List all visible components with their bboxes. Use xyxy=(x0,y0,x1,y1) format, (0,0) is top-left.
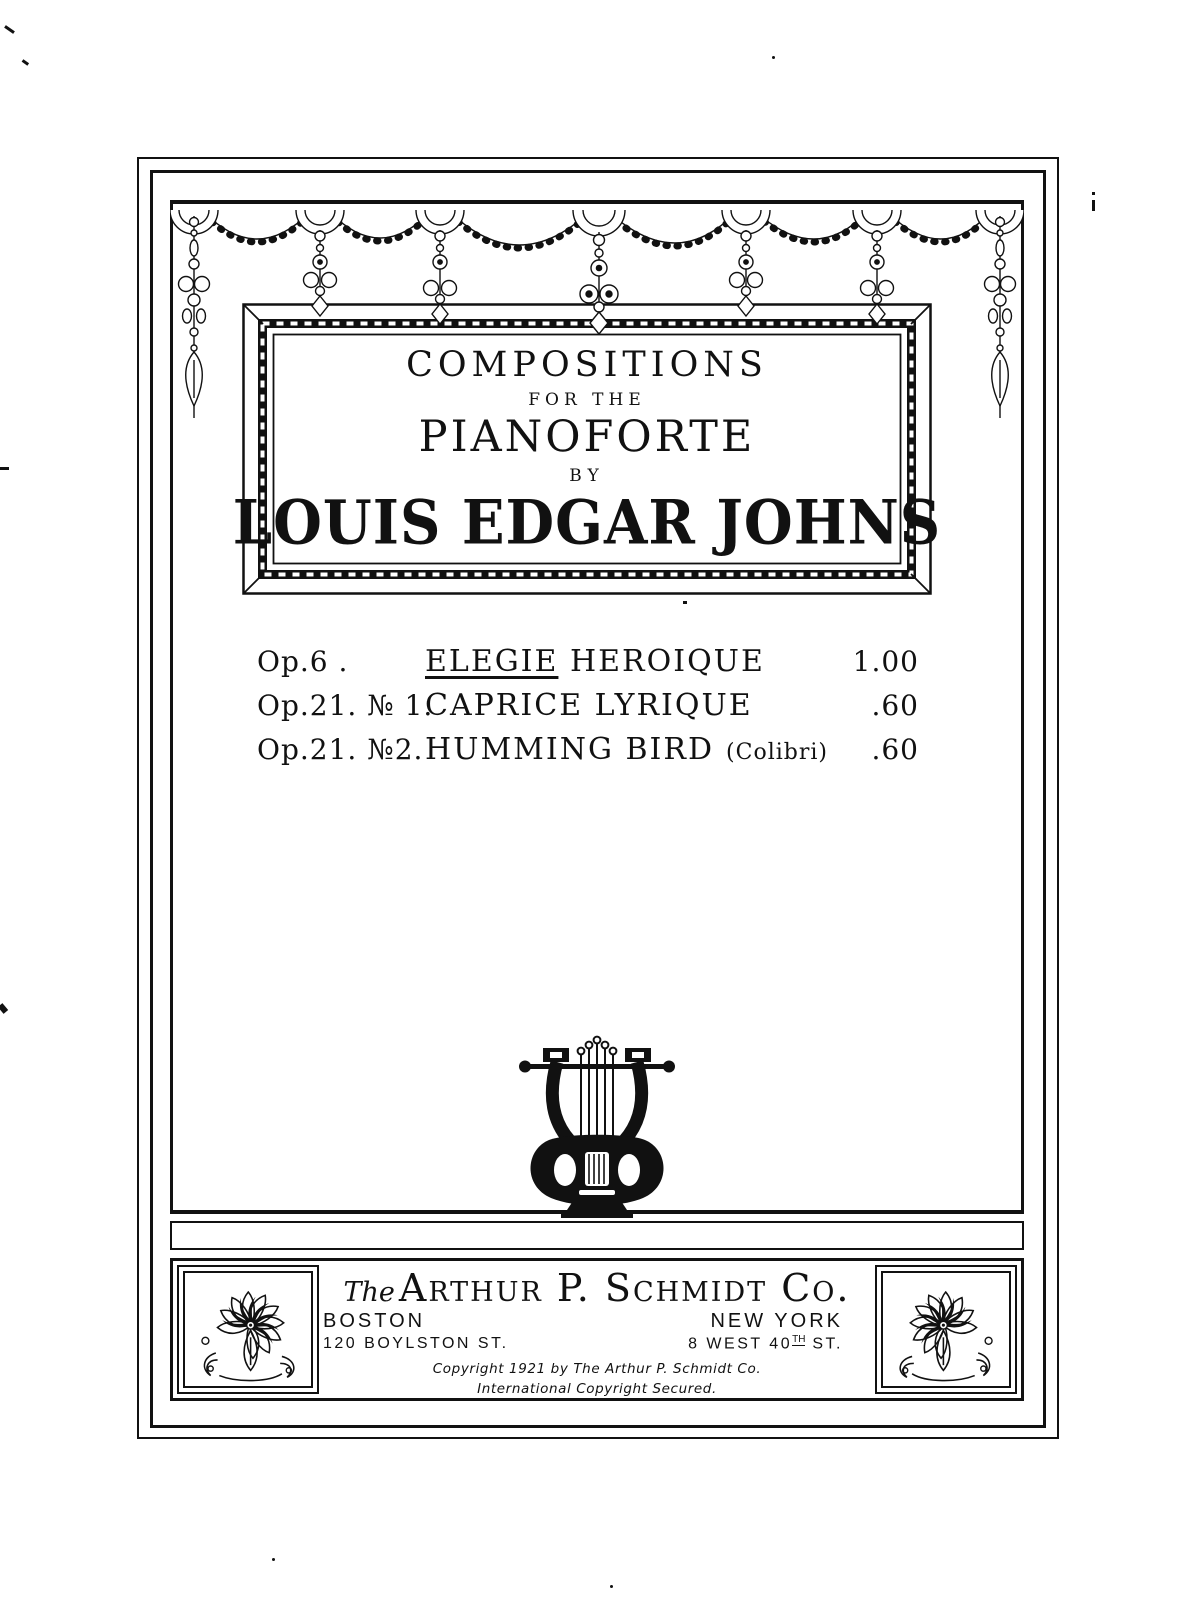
title-line-for-the: FOR THE xyxy=(528,389,646,410)
copyright-line-2: International Copyright Secured. xyxy=(477,1380,717,1397)
title-line-pianoforte: PIANOFORTE xyxy=(418,411,756,462)
chrysanthemum-icon xyxy=(185,1273,311,1386)
work-price: 1.00 xyxy=(852,645,919,678)
work-price: .60 xyxy=(871,689,919,722)
work-title xyxy=(425,644,835,679)
work-row xyxy=(257,644,919,688)
work-opus: Op.6 . xyxy=(257,645,349,678)
scan-speck xyxy=(1092,200,1095,211)
newyork-city: NEW YORK xyxy=(710,1310,843,1332)
newyork-street xyxy=(688,1334,843,1354)
boston-city: BOSTON xyxy=(323,1310,426,1332)
title-block xyxy=(232,339,942,559)
work-title-underlined: ELEGIE xyxy=(425,644,559,679)
publisher-info xyxy=(323,1261,871,1398)
scan-speck xyxy=(772,56,775,59)
publisher-name xyxy=(323,1266,871,1310)
work-title xyxy=(425,732,835,767)
work-title-rest: HEROIQUE xyxy=(558,644,765,679)
address-newyork xyxy=(688,1309,871,1354)
scan-speck xyxy=(610,1585,613,1588)
title-line-by: BY xyxy=(569,465,605,486)
scan-speck xyxy=(683,601,687,604)
works-list xyxy=(257,644,919,776)
work-title-rest: HUMMING BIRD xyxy=(425,732,715,767)
scan-speck xyxy=(22,59,29,65)
scan-speck xyxy=(1092,192,1095,195)
publisher-name-main: Arthur P. Schmidt Co. xyxy=(398,1266,851,1310)
work-title xyxy=(425,688,835,723)
corner-ornament-left xyxy=(177,1265,319,1394)
scan-speck xyxy=(4,25,15,34)
corner-ornament-left-frame xyxy=(183,1271,313,1388)
content-area xyxy=(170,200,1024,1401)
work-title-rest: CAPRICE LYRIQUE xyxy=(425,688,753,723)
work-opus: Op.21. №2. xyxy=(257,733,424,766)
title-line-compositions: COMPOSITIONS xyxy=(406,344,768,385)
corner-ornament-right-frame xyxy=(881,1271,1011,1388)
chrysanthemum-icon xyxy=(883,1273,1009,1386)
title-frame xyxy=(232,303,942,595)
work-row xyxy=(257,688,919,732)
scan-speck xyxy=(272,1558,275,1561)
work-opus: Op.21. № 1. xyxy=(257,689,434,722)
work-subtitle: (Colibri) xyxy=(726,740,828,765)
boston-street: 120 BOYLSTON ST. xyxy=(323,1335,509,1352)
publisher-panel xyxy=(170,1258,1024,1401)
work-row xyxy=(257,732,919,776)
scan-speck xyxy=(0,1003,8,1014)
scan-speck xyxy=(0,467,9,470)
publisher-addresses xyxy=(323,1309,871,1354)
publisher-name-the: The xyxy=(343,1277,395,1308)
composer-name: LOUIS EDGAR JOHNS xyxy=(232,486,942,559)
copyright-line-1: Copyright 1921 by The Arthur P. Schmidt Co. xyxy=(432,1361,762,1378)
divider-strip xyxy=(170,1221,1024,1250)
newyork-street-number: 8 WEST 40 xyxy=(688,1335,793,1353)
address-boston xyxy=(323,1309,509,1354)
work-price: .60 xyxy=(871,733,919,766)
lyre-icon xyxy=(515,1024,679,1220)
corner-ornament-right xyxy=(875,1265,1017,1394)
main-panel xyxy=(170,200,1024,1214)
newyork-street-suffix: ST. xyxy=(805,1335,843,1353)
newyork-street-ordinal: TH xyxy=(792,1334,806,1345)
copyright-notice xyxy=(323,1360,871,1399)
